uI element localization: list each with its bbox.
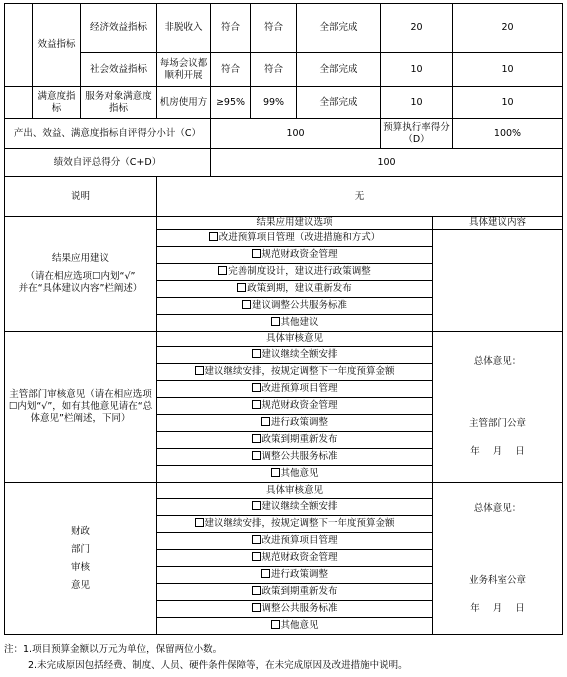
- option-label: 改进预算项目管理（改进措施和方式）: [218, 232, 381, 243]
- option-label: 规范财政资金管理: [261, 400, 338, 411]
- checkbox[interactable]: [271, 468, 280, 477]
- checkbox[interactable]: [242, 300, 251, 309]
- total-score-value: 100: [211, 149, 563, 177]
- checkbox[interactable]: [252, 603, 261, 612]
- evaluation-table: [4, 3, 563, 635]
- finance-label-line: 意见: [70, 579, 90, 591]
- checkbox[interactable]: [209, 232, 218, 241]
- option-label: 其他意见: [280, 620, 319, 631]
- dept-options-header: 具体审核意见: [157, 332, 433, 347]
- results-label-line: 结果应用建议: [51, 253, 109, 264]
- results-option-3[interactable]: [157, 264, 433, 281]
- option-label: 规范财政资金管理: [261, 249, 338, 260]
- satisfaction-row: [5, 87, 563, 119]
- total-score-label: 绩效自评总得分（C+D）: [5, 149, 211, 177]
- option-label: 进行政策调整: [271, 569, 329, 580]
- finance-option-4[interactable]: [157, 550, 433, 567]
- finance-option-2[interactable]: [157, 516, 433, 533]
- checkbox[interactable]: [261, 569, 270, 578]
- dept-option-6[interactable]: [157, 432, 433, 449]
- checkbox[interactable]: [252, 535, 261, 544]
- economic-status: 全部完成: [297, 4, 381, 53]
- option-label: 建议继续全额安排: [261, 501, 338, 512]
- finance-option-8[interactable]: [157, 618, 433, 635]
- social-benefit-row: [5, 53, 563, 87]
- checkbox[interactable]: [252, 552, 261, 561]
- social-status: 全部完成: [297, 53, 381, 87]
- social-score: 10: [453, 53, 563, 87]
- satisfaction-actual: 99%: [251, 87, 297, 119]
- finance-overall-label: 总体意见：: [473, 502, 522, 514]
- finance-label-line: 财政: [70, 525, 90, 537]
- dept-option-5[interactable]: [157, 415, 433, 432]
- option-label: 政策到期，建议重新发布: [247, 283, 352, 294]
- finance-option-5[interactable]: [157, 567, 433, 584]
- finance-option-3[interactable]: [157, 533, 433, 550]
- finance-overall-area[interactable]: [433, 483, 563, 635]
- dept-overall-area[interactable]: [433, 332, 563, 483]
- finance-label-line: 部门: [70, 543, 90, 555]
- footnote-2: 2.未完成原因包括经费、制度、人员、硬件条件保障等，在未完成原因及改进措施中说明。: [28, 660, 408, 671]
- dept-overall-label: 总体意见：: [473, 356, 522, 367]
- checkbox[interactable]: [195, 518, 204, 527]
- results-option-2[interactable]: [157, 247, 433, 264]
- checkbox[interactable]: [218, 266, 227, 275]
- checkbox[interactable]: [252, 586, 261, 595]
- results-content-header: 具体建议内容: [433, 217, 563, 230]
- dept-option-3[interactable]: [157, 381, 433, 398]
- option-label: 改进预算项目管理: [261, 383, 338, 394]
- finance-date-label: 年 月 日: [470, 602, 525, 614]
- finance-header-row: [5, 483, 563, 499]
- footnotes: [4, 642, 562, 674]
- finance-option-1[interactable]: [157, 499, 433, 516]
- results-label-line: （请在相应选项☐内划“√”: [25, 271, 136, 282]
- economic-benefit-row: [5, 4, 563, 53]
- social-target: 符合: [211, 53, 251, 87]
- satisfaction-target: ≥95%: [211, 87, 251, 119]
- dept-date-label: 年 月 日: [470, 446, 525, 457]
- economic-indicator-name: 经济效益指标: [81, 4, 157, 53]
- results-header-row: [5, 217, 563, 230]
- option-label: 其他建议: [280, 317, 319, 328]
- results-option-5[interactable]: [157, 298, 433, 315]
- finance-option-7[interactable]: [157, 601, 433, 618]
- satisfaction-status: 全部完成: [297, 87, 381, 119]
- dept-option-8[interactable]: [157, 466, 433, 483]
- economic-actual: 符合: [251, 4, 297, 53]
- checkbox[interactable]: [252, 400, 261, 409]
- execution-rate-label: 预算执行率得分（D）: [381, 119, 453, 149]
- economic-indicator: 非脱收入: [157, 4, 211, 53]
- checkbox[interactable]: [195, 366, 204, 375]
- dept-option-2[interactable]: [157, 364, 433, 381]
- subtotal-row: [5, 119, 563, 149]
- blank-cell: [5, 4, 33, 87]
- checkbox[interactable]: [261, 417, 270, 426]
- results-label-line: 并在“具体建议内容”栏阐述）: [18, 283, 143, 294]
- dept-option-4[interactable]: [157, 398, 433, 415]
- finance-option-6[interactable]: [157, 584, 433, 601]
- option-label: 调整公共服务标准: [261, 451, 338, 462]
- execution-rate-value: 100%: [453, 119, 563, 149]
- option-label: 改进预算项目管理: [261, 535, 338, 546]
- finance-label-line: 审核: [70, 561, 90, 573]
- footnote-1: 注：1.项目预算金额以万元为单位，保留两位小数。: [4, 644, 223, 655]
- dept-header-row: [5, 332, 563, 347]
- economic-target: 符合: [211, 4, 251, 53]
- checkbox[interactable]: [252, 501, 261, 510]
- satisfaction-weight: 10: [381, 87, 453, 119]
- checkbox[interactable]: [271, 317, 280, 326]
- option-label: 调整公共服务标准: [261, 603, 338, 614]
- remark-row: [5, 177, 563, 217]
- option-label: 规范财政资金管理: [261, 552, 338, 563]
- results-option-1[interactable]: [157, 230, 433, 247]
- checkbox[interactable]: [252, 349, 261, 358]
- social-weight: 10: [381, 53, 453, 87]
- results-content-area[interactable]: [433, 230, 563, 332]
- checkbox[interactable]: [252, 434, 261, 443]
- total-score-row: [5, 149, 563, 177]
- checkbox[interactable]: [237, 283, 246, 292]
- results-label: [5, 217, 157, 332]
- checkbox[interactable]: [252, 249, 261, 258]
- remark-value: 无: [157, 177, 563, 217]
- social-indicator-name: 社会效益指标: [81, 53, 157, 87]
- checkbox[interactable]: [271, 620, 280, 629]
- satisfaction-indicator: 机房使用方: [157, 87, 211, 119]
- dept-option-7[interactable]: [157, 449, 433, 466]
- option-label: 建议继续安排，按规定调整下一年度预算金额: [204, 518, 395, 529]
- finance-options-header: 具体审核意见: [157, 483, 433, 499]
- satisfaction-category: 满意度指标: [33, 87, 81, 119]
- economic-weight: 20: [381, 4, 453, 53]
- option-label: 建议继续全额安排: [261, 349, 338, 360]
- finance-seal-label: 业务科室公章: [469, 574, 527, 586]
- satisfaction-score: 10: [453, 87, 563, 119]
- option-label: 建议继续安排，按规定调整下一年度预算金额: [204, 366, 395, 377]
- dept-option-1[interactable]: [157, 347, 433, 364]
- option-label: 建议调整公共服务标准: [252, 300, 348, 311]
- option-label: 政策到期重新发布: [261, 434, 338, 445]
- results-options-header: 结果应用建议选项: [157, 217, 433, 230]
- subtotal-label: 产出、效益、满意度指标自评得分小计（C）: [5, 119, 211, 149]
- satisfaction-indicator-name: 服务对象满意度指标: [81, 87, 157, 119]
- results-option-6[interactable]: [157, 315, 433, 332]
- economic-score: 20: [453, 4, 563, 53]
- social-indicator: 每场会议都顺利开展: [157, 53, 211, 87]
- option-label: 进行政策调整: [271, 417, 329, 428]
- option-label: 其他意见: [280, 468, 319, 479]
- results-option-4[interactable]: [157, 281, 433, 298]
- remark-label: 说明: [5, 177, 157, 217]
- checkbox[interactable]: [252, 383, 261, 392]
- option-label: 政策到期重新发布: [261, 586, 338, 597]
- finance-label: [5, 483, 157, 635]
- option-label: 完善制度设计，建议进行政策调整: [228, 266, 371, 277]
- dept-seal-label: 主管部门公章: [469, 418, 527, 429]
- checkbox[interactable]: [252, 451, 261, 460]
- benefit-category: 效益指标: [33, 4, 81, 87]
- blank-cell: [5, 87, 33, 119]
- dept-label: 主管部门审核意见（请在相应选项☐内划“√”，如有其他意见请在“总体意见”栏阐述，下同）: [5, 332, 157, 483]
- social-actual: 符合: [251, 53, 297, 87]
- subtotal-value: 100: [211, 119, 381, 149]
